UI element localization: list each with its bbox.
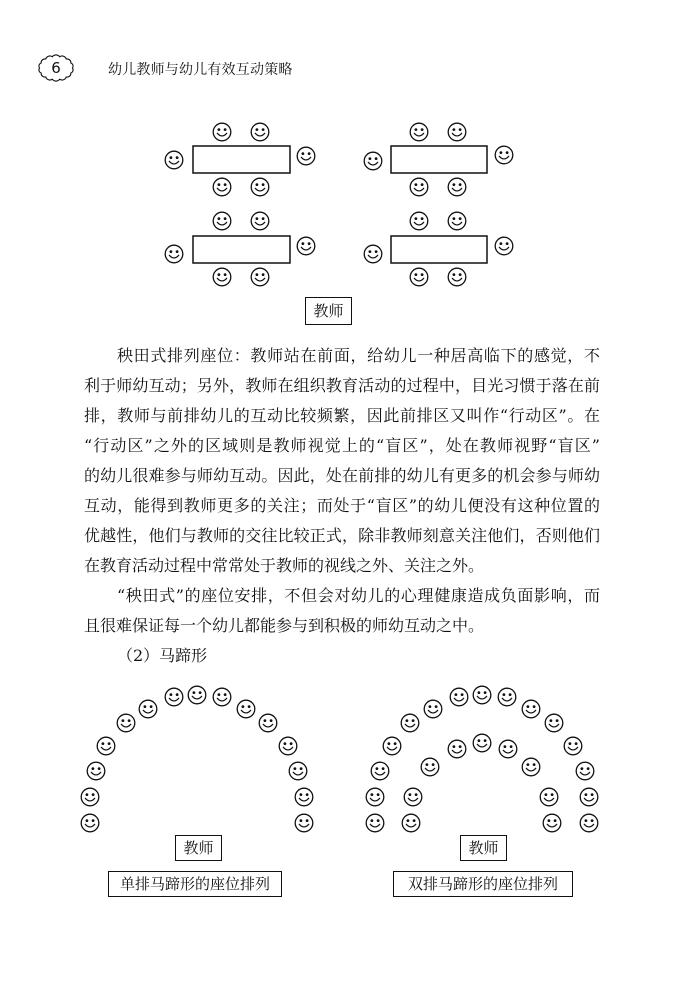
single-horseshoe-seats bbox=[81, 686, 313, 832]
section-subheading: （2）马蹄形 bbox=[117, 646, 208, 665]
child-smiley-icon bbox=[165, 245, 183, 263]
body-text-line: 在教育活动过程中常常处于教师的视线之外、关注之外。 bbox=[84, 556, 485, 575]
body-text-line: “行动区”之外的区域则是教师视觉上的“盲区”，处在教师视野“盲区” bbox=[84, 436, 600, 455]
child-smiley-icon bbox=[404, 788, 422, 806]
child-smiley-icon bbox=[87, 762, 105, 780]
child-smiley-icon bbox=[213, 268, 231, 286]
table-group bbox=[165, 123, 315, 196]
child-smiley-icon bbox=[364, 152, 382, 170]
child-smiley-icon bbox=[251, 178, 269, 196]
child-smiley-icon bbox=[580, 788, 598, 806]
table-group bbox=[364, 123, 513, 196]
body-text-line: 且很难保证每一个幼儿都能参与到积极的师幼互动之中。 bbox=[84, 616, 485, 635]
child-smiley-icon bbox=[410, 123, 428, 141]
body-text bbox=[84, 341, 600, 671]
double-horseshoe-seats bbox=[366, 686, 598, 832]
child-smiley-icon bbox=[371, 762, 389, 780]
child-smiley-icon bbox=[576, 762, 594, 780]
table-group bbox=[165, 212, 315, 286]
body-text-line: 的幼儿很难参与师幼互动。因此，处在前排的幼儿有更多的机会参与师幼 bbox=[84, 466, 600, 485]
child-smiley-icon bbox=[495, 237, 513, 255]
child-smiley-icon bbox=[165, 151, 183, 169]
child-smiley-icon bbox=[297, 237, 315, 255]
child-smiley-icon bbox=[401, 714, 419, 732]
child-smiley-icon bbox=[410, 212, 428, 230]
child-smiley-icon bbox=[448, 268, 466, 286]
table-rect bbox=[193, 236, 290, 263]
child-smiley-icon bbox=[81, 788, 99, 806]
child-smiley-icon bbox=[473, 734, 491, 752]
child-smiley-icon bbox=[424, 700, 442, 718]
child-smiley-icon bbox=[295, 814, 313, 832]
page-number-badge bbox=[37, 54, 75, 82]
child-smiley-icon bbox=[366, 814, 384, 832]
child-smiley-icon bbox=[259, 714, 277, 732]
child-smiley-icon bbox=[448, 123, 466, 141]
child-smiley-icon bbox=[165, 688, 183, 706]
body-paragraph bbox=[84, 581, 600, 641]
body-text-line: 利于师幼互动；另外，教师在组织教育活动的过程中，目光习惯于落在前 bbox=[84, 376, 600, 395]
child-smiley-icon bbox=[498, 688, 516, 706]
child-smiley-icon bbox=[213, 123, 231, 141]
figure-caption: 双排马蹄形的座位排列 bbox=[393, 871, 573, 897]
teacher-label: 教师 bbox=[305, 297, 352, 325]
body-text-line: 秧田式排列座位：教师站在前面，给幼儿一种居高临下的感觉，不 bbox=[117, 346, 600, 365]
child-smiley-icon bbox=[237, 700, 255, 718]
table-rect bbox=[391, 236, 487, 263]
child-smiley-icon bbox=[251, 212, 269, 230]
child-smiley-icon bbox=[545, 714, 563, 732]
child-smiley-icon bbox=[580, 814, 598, 832]
child-smiley-icon bbox=[97, 737, 115, 755]
child-smiley-icon bbox=[540, 788, 558, 806]
child-smiley-icon bbox=[364, 245, 382, 263]
child-smiley-icon bbox=[448, 178, 466, 196]
child-smiley-icon bbox=[543, 814, 561, 832]
child-smiley-icon bbox=[564, 737, 582, 755]
child-smiley-icon bbox=[473, 686, 491, 704]
child-smiley-icon bbox=[289, 762, 307, 780]
child-smiley-icon bbox=[251, 268, 269, 286]
child-smiley-icon bbox=[499, 740, 517, 758]
child-smiley-icon bbox=[495, 146, 513, 164]
figure-caption: 单排马蹄形的座位排列 bbox=[108, 871, 282, 897]
child-smiley-icon bbox=[448, 212, 466, 230]
body-paragraph bbox=[84, 341, 600, 581]
child-smiley-icon bbox=[213, 688, 231, 706]
child-smiley-icon bbox=[450, 688, 468, 706]
body-text-line: 排，教师与前排幼儿的互动比较频繁，因此前排区又叫作“行动区”。在 bbox=[84, 406, 600, 425]
running-title: 幼儿教师与幼儿有效互动策略 bbox=[108, 62, 293, 78]
body-text-line: 优越性，他们与教师的交往比较正式，除非教师刻意关注他们，否则他们 bbox=[84, 526, 600, 545]
child-smiley-icon bbox=[410, 178, 428, 196]
child-smiley-icon bbox=[522, 758, 540, 776]
child-smiley-icon bbox=[410, 268, 428, 286]
teacher-label: 教师 bbox=[460, 835, 507, 861]
body-text-line: “秧田式”的座位安排，不但会对幼儿的心理健康造成负面影响，而 bbox=[117, 586, 600, 605]
child-smiley-icon bbox=[213, 212, 231, 230]
body-text-line: 互动，能得到教师更多的关注；而处于“盲区”的幼儿便没有这种位置的 bbox=[84, 496, 600, 515]
teacher-label: 教师 bbox=[175, 835, 222, 861]
child-smiley-icon bbox=[251, 123, 269, 141]
row-seating-diagram bbox=[0, 110, 700, 300]
child-smiley-icon bbox=[402, 814, 420, 832]
table-rect bbox=[391, 146, 487, 173]
page-number: 6 bbox=[51, 59, 61, 77]
horseshoe-seating-diagram bbox=[0, 680, 700, 840]
table-rect bbox=[193, 146, 290, 173]
child-smiley-icon bbox=[448, 740, 466, 758]
child-smiley-icon bbox=[297, 147, 315, 165]
child-smiley-icon bbox=[383, 737, 401, 755]
child-smiley-icon bbox=[522, 700, 540, 718]
child-smiley-icon bbox=[188, 686, 206, 704]
child-smiley-icon bbox=[421, 758, 439, 776]
child-smiley-icon bbox=[295, 788, 313, 806]
table-group bbox=[364, 212, 513, 286]
child-smiley-icon bbox=[366, 788, 384, 806]
child-smiley-icon bbox=[139, 700, 157, 718]
child-smiley-icon bbox=[213, 178, 231, 196]
child-smiley-icon bbox=[279, 737, 297, 755]
child-smiley-icon bbox=[117, 714, 135, 732]
child-smiley-icon bbox=[81, 814, 99, 832]
